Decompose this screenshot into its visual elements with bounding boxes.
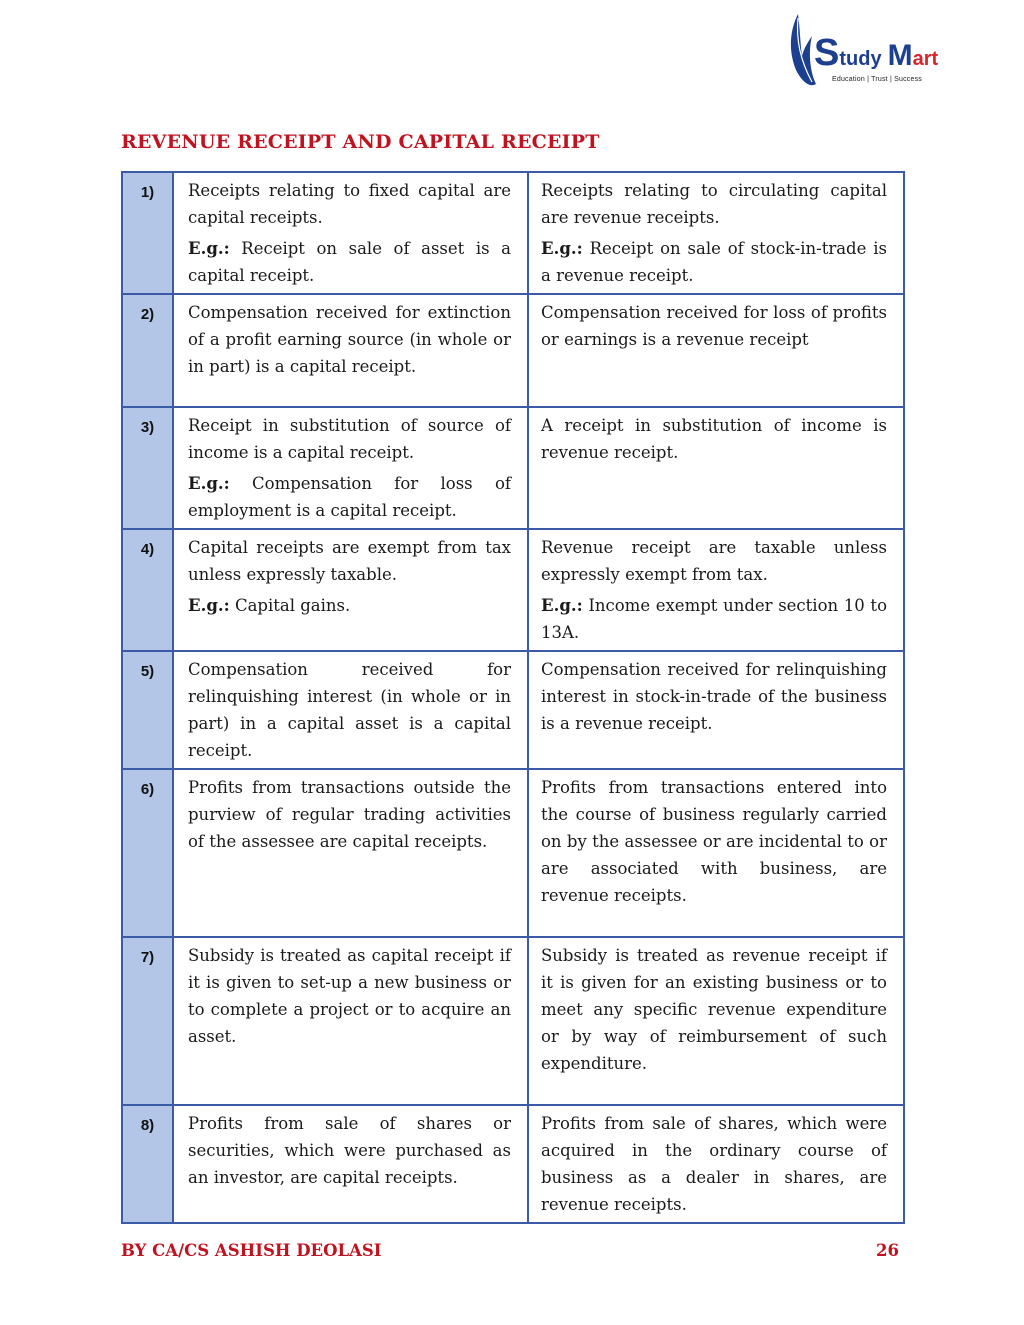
revenue-receipt-cell bbox=[528, 172, 904, 294]
capital-receipt-cell bbox=[173, 937, 528, 1105]
table-row bbox=[122, 294, 904, 407]
row-number: 6) bbox=[122, 769, 173, 937]
example-text: Compensation for loss of employment is a capital receipt. bbox=[188, 474, 511, 520]
revenue-receipt-text: Profits from transactions entered into the course of business regularly carried on by the assessee or are incidental to or are associated with business, are revenue receipts. bbox=[541, 778, 887, 905]
example-label: E.g.: bbox=[541, 239, 583, 258]
revenue-receipt-text: Compensation received for relinquishing interest in stock-in-trade of the business is a revenue receipt. bbox=[541, 660, 887, 733]
table-row bbox=[122, 1105, 904, 1223]
logo-art-text: art bbox=[912, 48, 939, 70]
capital-receipt-text: Profits from transactions outside the purview of regular trading activities of the assessee are capital receipts. bbox=[188, 778, 511, 851]
capital-receipt-cell bbox=[173, 529, 528, 651]
revenue-receipt-cell bbox=[528, 769, 904, 937]
example-text: Capital gains. bbox=[229, 596, 351, 615]
revenue-example bbox=[541, 235, 887, 289]
row-number: 2) bbox=[122, 294, 173, 407]
page-number: 26 bbox=[876, 1241, 899, 1260]
example-text: Income exempt under section 10 to 13A. bbox=[541, 596, 887, 642]
row-number: 5) bbox=[122, 651, 173, 769]
row-number: 1) bbox=[122, 172, 173, 294]
revenue-receipt-cell bbox=[528, 529, 904, 651]
table-row bbox=[122, 769, 904, 937]
revenue-receipt-text: Receipts relating to circulating capital are revenue receipts. bbox=[541, 181, 887, 227]
revenue-receipt-text: Revenue receipt are taxable unless expressly exempt from tax. bbox=[541, 538, 887, 584]
study-mart-logo bbox=[786, 12, 966, 92]
example-text: Receipt on sale of asset is a capital receipt. bbox=[188, 239, 511, 285]
table-row bbox=[122, 651, 904, 769]
capital-receipt-cell bbox=[173, 769, 528, 937]
page-title: REVENUE RECEIPT AND CAPITAL RECEIPT bbox=[121, 131, 600, 153]
capital-receipt-cell bbox=[173, 172, 528, 294]
capital-receipt-text: Receipts relating to fixed capital are capital receipts. bbox=[188, 181, 511, 227]
revenue-receipt-text: Profits from sale of shares, which were acquired in the ordinary course of business as a dealer in shares, are revenue receipts. bbox=[541, 1114, 887, 1214]
logo-m-letter: M bbox=[887, 39, 913, 72]
logo-s-letter: S bbox=[814, 32, 840, 74]
footer-author: BY CA/CS ASHISH DEOLASI bbox=[121, 1241, 382, 1260]
row-number: 7) bbox=[122, 937, 173, 1105]
revenue-example bbox=[541, 592, 887, 646]
revenue-receipt-cell bbox=[528, 294, 904, 407]
capital-receipt-text: Capital receipts are exempt from tax unless expressly taxable. bbox=[188, 538, 511, 584]
capital-receipt-cell bbox=[173, 1105, 528, 1223]
example-label: E.g.: bbox=[188, 239, 230, 258]
capital-example bbox=[188, 470, 511, 524]
revenue-receipt-text: Compensation received for loss of profits or earnings is a revenue receipt bbox=[541, 303, 887, 349]
capital-receipt-text: Compensation received for relinquishing interest (in whole or in part) in a capital asset is a capital receipt. bbox=[188, 660, 511, 760]
capital-receipt-text: Compensation received for extinction of a profit earning source (in whole or in part) is a capital receipt. bbox=[188, 303, 511, 376]
example-label: E.g.: bbox=[188, 596, 230, 615]
capital-receipt-text: Profits from sale of shares or securities, which were purchased as an investor, are capital receipts. bbox=[188, 1114, 511, 1187]
revenue-receipt-cell bbox=[528, 651, 904, 769]
table-row bbox=[122, 937, 904, 1105]
capital-example bbox=[188, 592, 511, 619]
table-row bbox=[122, 172, 904, 294]
capital-receipt-cell bbox=[173, 407, 528, 529]
capital-receipt-text: Subsidy is treated as capital receipt if it is given to set-up a new business or to complete a project or to acquire an asset. bbox=[188, 946, 511, 1046]
example-text: Receipt on sale of stock-in-trade is a revenue receipt. bbox=[541, 239, 887, 285]
receipt-comparison-table bbox=[121, 171, 905, 1224]
capital-example bbox=[188, 235, 511, 289]
row-number: 4) bbox=[122, 529, 173, 651]
capital-receipt-cell bbox=[173, 651, 528, 769]
row-number: 3) bbox=[122, 407, 173, 529]
capital-receipt-text: Receipt in substitution of source of income is a capital receipt. bbox=[188, 416, 511, 462]
example-label: E.g.: bbox=[188, 474, 230, 493]
logo-tagline: Education | Trust | Success bbox=[832, 76, 922, 83]
revenue-receipt-cell bbox=[528, 1105, 904, 1223]
revenue-receipt-text: Subsidy is treated as revenue receipt if it is given for an existing business or to meet any specific revenue expenditure or by way of reimbursement of such expenditure. bbox=[541, 946, 887, 1073]
row-number: 8) bbox=[122, 1105, 173, 1223]
table-row bbox=[122, 407, 904, 529]
capital-receipt-cell bbox=[173, 294, 528, 407]
example-label: E.g.: bbox=[541, 596, 583, 615]
logo-tudy-text: tudy bbox=[839, 48, 882, 70]
revenue-receipt-cell bbox=[528, 937, 904, 1105]
revenue-receipt-cell bbox=[528, 407, 904, 529]
revenue-receipt-text: A receipt in substitution of income is revenue receipt. bbox=[541, 416, 887, 462]
table-row bbox=[122, 529, 904, 651]
